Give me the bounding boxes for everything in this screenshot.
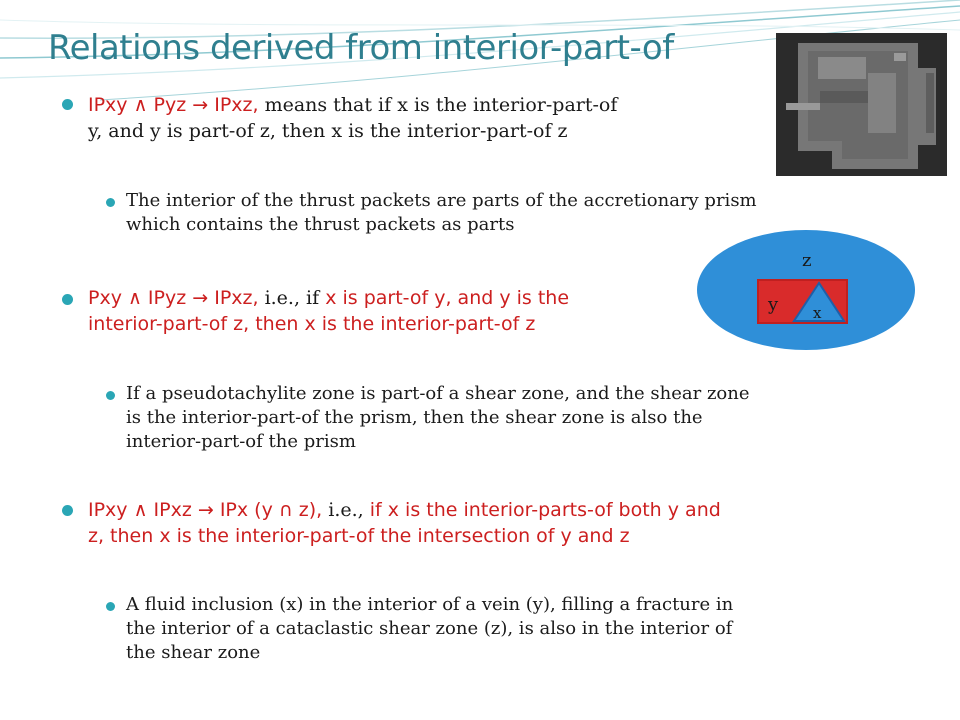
bullet-3-red-b: z, then x is the interior-part-of the intersection of y and z bbox=[88, 525, 630, 547]
bullet-2-sub bbox=[126, 382, 926, 454]
bullet-1-text bbox=[88, 92, 768, 144]
bullet-2-red-b: interior-part-of z, then x is the interior-part-of z bbox=[88, 313, 536, 335]
bullet-1-text-b: y, and y is part-of z, then x is the interior-part-of z bbox=[88, 120, 568, 142]
x-label: x bbox=[813, 304, 822, 322]
bullet-2-sub-line1: If a pseudotachylite zone is part-of a shear zone, and the shear zone bbox=[126, 383, 750, 404]
y-label: y bbox=[768, 294, 779, 315]
bullet-2-sub-line2: is the interior-part-of the prism, then the shear zone is also the bbox=[126, 407, 703, 428]
bullet-dot bbox=[62, 294, 73, 305]
bullet-dot bbox=[106, 391, 115, 400]
bullet-1-formula: IPxy ∧ Pyz → IPxz, bbox=[88, 94, 259, 116]
rock-section-image bbox=[776, 33, 947, 176]
bullet-3-formula: IPxy ∧ IPxz → IPx (y ∩ z), bbox=[88, 499, 323, 521]
bullet-1-sub-line2: which contains the thrust packets as parts bbox=[126, 214, 515, 235]
bullet-3-red-a: if x is the interior-parts-of both y and bbox=[369, 499, 721, 521]
bullet-2-sub-line3: interior-part-of the prism bbox=[126, 431, 356, 452]
page-title: Relations derived from interior-part-of bbox=[48, 28, 674, 68]
bullet-2-red-a: x is part-of y, and y is the bbox=[325, 287, 570, 309]
bullet-1-text-a: means that if x is the interior-part-of bbox=[258, 94, 618, 116]
bullet-3-sub-line1: A fluid inclusion (x) in the interior of a vein (y), filling a fracture in bbox=[126, 594, 734, 615]
bullet-3-sub-line2: the interior of a cataclastic shear zone (z), is also in the interior of bbox=[126, 618, 733, 639]
containment-diagram bbox=[695, 228, 917, 353]
bullet-3-sub bbox=[126, 593, 926, 665]
bullet-1-sub-line1: The interior of the thrust packets are parts of the accretionary prism bbox=[126, 190, 757, 211]
bullet-2-text bbox=[88, 285, 688, 337]
bullet-dot bbox=[62, 505, 73, 516]
bullet-3-text bbox=[88, 497, 928, 549]
z-label: z bbox=[802, 250, 812, 271]
bullet-3-sub-line3: the shear zone bbox=[126, 642, 261, 663]
bullet-2-ie: i.e., if bbox=[258, 287, 326, 309]
bullet-dot bbox=[62, 99, 73, 110]
bullet-2-formula: Pxy ∧ IPyz → IPxz, bbox=[88, 287, 259, 309]
bullet-dot bbox=[106, 198, 115, 207]
bullet-dot bbox=[106, 602, 115, 611]
bullet-3-ie: i.e., bbox=[322, 499, 370, 521]
